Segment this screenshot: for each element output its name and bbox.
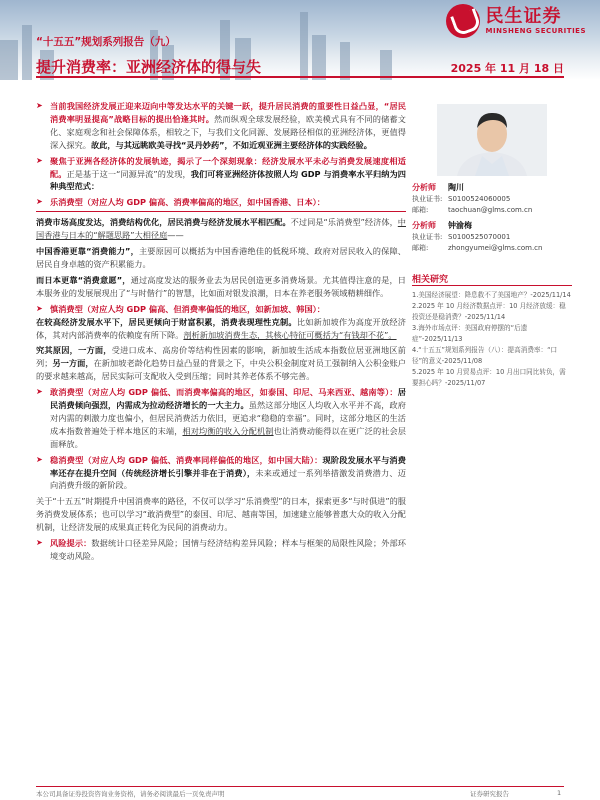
para-focus: ➤ 聚焦于亚洲各经济体的发展轨迹，揭示了一个深刻现象：经济发展水平未必与消费发展速度相适配。正是基于这一“同源异流”的发现，我们可将亚洲经济体按照人均 GDP 与消费率水平归纳为四种典型范式：: [36, 155, 406, 194]
analyst-1: 分析师 陶川 执业证书: S0100524060005 邮箱: taochuan@glms.com.cn: [412, 183, 533, 214]
para-type1-hk: 中国香港更靠“消费能力”，主要原因可以概括为中国香港绝佳的低税环境、政府对居民收入的保障、居民自身卓越的资产积累能力。: [36, 246, 406, 269]
series-label: “十五五”规划系列报告（九）: [36, 36, 176, 48]
analyst-1-cert: S0100524060005: [448, 195, 511, 203]
related-item[interactable]: 2.2025 年 10 月经济数据点评：10 月经济放缓：稳投资还是稳消费？-2025/11/14: [412, 302, 566, 321]
related-item[interactable]: 4.“十五五”规划系列报告（八）：提高消费率：“口径”的意义-2025/11/08: [412, 346, 558, 365]
footer-disclaimer: 本公司具备证券投资咨询业务资格，请务必阅读最后一页免责声明: [36, 790, 225, 798]
analyst-1-email[interactable]: taochuan@glms.com.cn: [448, 206, 533, 214]
report-title: 提升消费率：亚洲经济体的得与失: [36, 58, 262, 76]
para-intro: ➤ 当前我国经济发展正迎来迈向中等发达水平的关键一跃，提升居民消费的重要性日益凸显，“居民消费率明显提高”战略目标的提出恰逢其时。然而纵观全球发展经验，欧美模式具有不同的储蓄文化、家庭观念和社会保障体系，相较之下，与我们文化同源、发展路径相似的亚洲经济体，更值得深入探究。故此，与其远眺欧美寻找“灵丹妙药”，不如近观亚洲主要经济体的实践经验。: [36, 100, 406, 152]
type1-divider: [36, 211, 406, 212]
analyst-2-cert: S0100525070001: [448, 233, 511, 241]
analyst-1-name: 陶川: [448, 183, 464, 192]
related-item[interactable]: 1.美国经济展望：降息救不了美国地产？-2025/11/14: [412, 291, 571, 299]
footer-report-type: 证券研究报告: [470, 790, 509, 798]
para-type2-reason: 究其原因，一方面，受进口成本、高房价等结构性因素的影响，新加坡生活成本指数位居亚洲地区前列；另一方面，在新加坡老龄化趋势日益凸显的背景之下，中央公积金制度对员工强制纳入公积金账户的要求越来越高，居民实际可支配收入受到压缩；同时其养老体系不够完善。: [36, 345, 406, 382]
brand-logo: [446, 4, 587, 38]
analyst-2-name: 钟渝梅: [448, 221, 472, 230]
analyst-2-email[interactable]: zhongyumei@glms.com.cn: [448, 244, 543, 252]
logo-mark-icon: [446, 4, 480, 38]
related-item[interactable]: 5.2025 年 10 月贸易点评：10 月出口同比转负，需要担心吗？-2025/11/07: [412, 368, 566, 387]
brand-name-cn: 民生证券: [485, 6, 562, 27]
para-type1-body: 消费市场高度发达，消费结构优化，居民消费与经济发展水平相匹配。不过同是“乐消费型”经济体，中国香港与日本的“解题思路”大相径庭——: [36, 217, 406, 241]
page-number: 1: [557, 789, 562, 797]
related-item[interactable]: 3.海外市场点评：美国政府停摆的“后遗症”-2025/11/13: [412, 324, 528, 343]
main-body: [36, 100, 406, 566]
related-title: 相关研究: [412, 275, 449, 285]
para-conclusion: 关于“十五五”时期提升中国消费率的路径，不仅可以学习“乐消费型”的日本，探索更多“与时俱进”的服务消费发展体系；也可以学习“敢消费型”的泰国、印尼、越南等国，加速建立能够普惠大众的收入分配机制，让经济发展的成果真正转化为民间的消费动力。: [36, 496, 406, 533]
para-type2-body: 在较高经济发展水平下，居民更倾向于财富积累，消费表现理性克制。比如新加坡作为高度开放经济体，其对内部消费率的依赖度有所下降。剖析新加坡消费生态，其核心特征可概括为“有钱却不花”。: [36, 316, 406, 340]
para-type3: ➤ 敢消费型（对应人均 GDP 偏低、而消费率偏高的地区，如泰国、印尼、马来西亚、越南等）：居民消费倾向强烈，内需成为拉动经济增长的一大主力。虽然这部分地区人均收入水平并不高，政府对内需的刺激力度也偏小，但居民消费活力依旧，更追求“稳稳的幸福”。同时，这部分地区的生活成本指数普遍处于样本地区的末端，相对均衡的收入分配机制也让消费动能得以在更广泛的社会层面释放。: [36, 386, 406, 451]
title-divider: [36, 76, 564, 78]
para-risk: ➤ 风险提示：数据统计口径差异风险；国情与经济结构差异风险；样本与框架的局限性风险；外部环境变动风险。: [36, 537, 406, 563]
para-type1-jp: 而日本更靠“消费意愿”，通过高度发达的服务业去为居民创造更多消费场景。尤其值得注意的是，日本服务业的发展展现出了“与时偕行”的智慧，比如面对银发浪潮，日本在养老服务领域精耕细作。: [36, 274, 406, 298]
report-date: 2025 年 11 月 18 日: [450, 62, 564, 75]
brand-name-en: MINSHENG SECURITIES: [485, 27, 586, 35]
analyst-photo: [437, 104, 547, 176]
para-type4: ➤ 稳消费型（对应人均 GDP 偏低、消费率同样偏低的地区，如中国大陆）：现阶段发展水平与消费率还存在提升空间（传统经济增长引擎并非在于消费），未来或通过一系列举措激发消费潜力、迈向消费升级的新阶段。: [36, 454, 406, 493]
related-divider: [412, 285, 572, 286]
para-type2: ➤ 慎消费型（对应人均 GDP 偏高、但消费率偏低的地区，如新加坡、韩国）：: [36, 303, 406, 316]
analyst-2: 分析师 钟渝梅 执业证书: S0100525070001 邮箱: zhongyumei@glms.com.cn: [412, 221, 543, 252]
footer-divider: [36, 786, 564, 787]
related-list: [412, 290, 572, 389]
para-type1: ➤ 乐消费型（对应人均 GDP 偏高、消费率偏高的地区，如中国香港、日本）：: [36, 196, 406, 209]
